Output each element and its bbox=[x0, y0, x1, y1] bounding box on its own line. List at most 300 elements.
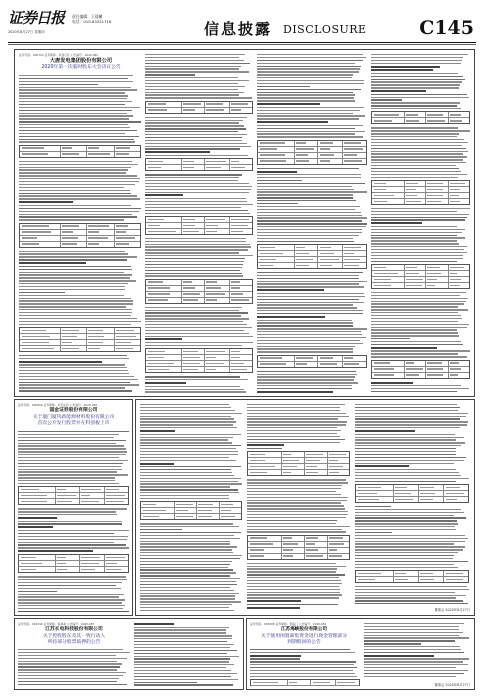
text-line bbox=[257, 343, 363, 344]
text-line bbox=[19, 361, 102, 363]
table-cell bbox=[320, 247, 331, 248]
text-line bbox=[18, 649, 123, 650]
text-line bbox=[18, 431, 129, 432]
text-line bbox=[18, 582, 122, 583]
table-cell bbox=[231, 351, 240, 352]
text-line bbox=[355, 512, 464, 513]
table-divider bbox=[294, 141, 295, 146]
table-cell bbox=[450, 183, 465, 184]
table-divider bbox=[404, 367, 405, 372]
table-cell bbox=[406, 120, 419, 121]
table-divider bbox=[60, 230, 61, 235]
text-line bbox=[134, 650, 237, 651]
text-line bbox=[364, 670, 468, 671]
text-line bbox=[257, 183, 365, 184]
text-line bbox=[371, 127, 458, 128]
table-divider bbox=[181, 367, 182, 372]
table-cell bbox=[306, 460, 320, 461]
text-line bbox=[19, 382, 130, 383]
text-line bbox=[257, 328, 367, 329]
table-cell bbox=[344, 160, 362, 161]
text-line bbox=[355, 448, 456, 449]
table-cell bbox=[231, 287, 240, 288]
text-line bbox=[257, 74, 353, 75]
text-line bbox=[145, 345, 242, 346]
table-divider bbox=[342, 257, 343, 262]
table-divider bbox=[79, 487, 80, 492]
table-cell bbox=[296, 363, 308, 364]
text-line bbox=[134, 629, 226, 630]
text-line bbox=[371, 243, 459, 244]
text-line bbox=[19, 286, 125, 287]
text-line bbox=[19, 175, 137, 176]
text-line bbox=[145, 379, 248, 380]
text-line bbox=[134, 664, 234, 665]
table-cell bbox=[116, 237, 135, 238]
text-line bbox=[19, 84, 98, 85]
notice-codes: 证券代码：603008 证券简称：喜临门 公告编号：2020-052 bbox=[250, 622, 327, 626]
text-line bbox=[140, 437, 233, 438]
text-line bbox=[371, 391, 457, 392]
table-cell bbox=[296, 265, 309, 266]
table-row bbox=[248, 554, 349, 559]
table-divider bbox=[204, 280, 205, 285]
text-line bbox=[18, 448, 126, 449]
text-line bbox=[371, 312, 458, 313]
data-table bbox=[19, 223, 141, 248]
table-cell bbox=[450, 273, 458, 274]
text-line bbox=[355, 589, 469, 590]
table-divider bbox=[425, 118, 426, 123]
table-divider bbox=[181, 286, 182, 291]
table-cell bbox=[329, 543, 344, 544]
table-cell bbox=[395, 493, 411, 494]
text-line bbox=[364, 655, 434, 657]
text-line bbox=[19, 98, 127, 99]
table-divider bbox=[418, 491, 419, 496]
text-line bbox=[145, 270, 240, 271]
text-line bbox=[371, 252, 467, 253]
text-line bbox=[247, 488, 341, 489]
table-cell bbox=[81, 563, 99, 564]
table-divider bbox=[294, 147, 295, 152]
table-cell bbox=[198, 516, 212, 517]
table-divider bbox=[229, 355, 230, 360]
text-line bbox=[257, 296, 365, 297]
text-line bbox=[140, 448, 236, 449]
text-line bbox=[145, 267, 242, 268]
table-divider bbox=[55, 499, 56, 504]
text-line bbox=[257, 313, 363, 314]
table-divider bbox=[393, 571, 394, 576]
table-divider bbox=[86, 152, 87, 157]
text-line bbox=[145, 275, 243, 276]
text-line bbox=[355, 567, 458, 568]
table-cell bbox=[250, 466, 275, 467]
text-line bbox=[257, 77, 352, 78]
text-line bbox=[257, 171, 297, 173]
text-line bbox=[371, 382, 413, 384]
table-cell bbox=[183, 299, 198, 300]
table-cell bbox=[320, 148, 331, 149]
text-line bbox=[247, 436, 340, 437]
table-divider bbox=[404, 283, 405, 288]
text-line bbox=[247, 563, 336, 564]
text-line bbox=[19, 262, 86, 264]
text-line bbox=[19, 283, 128, 284]
text-line bbox=[18, 596, 119, 597]
text-line bbox=[140, 610, 234, 611]
text-line bbox=[247, 430, 341, 431]
table-cell bbox=[183, 231, 199, 232]
notice-subtitle: 首次公开发行股票并在科创板上市 bbox=[37, 421, 110, 426]
table-cell bbox=[344, 265, 358, 266]
table-cell bbox=[183, 363, 200, 364]
text-line bbox=[140, 538, 240, 539]
table-divider bbox=[404, 373, 405, 378]
table-divider bbox=[404, 361, 405, 366]
table-cell bbox=[320, 265, 333, 266]
text-line bbox=[355, 410, 458, 411]
text-line bbox=[371, 136, 457, 137]
table-cell bbox=[283, 543, 298, 544]
table-cell bbox=[206, 167, 221, 168]
text-line bbox=[145, 342, 253, 343]
text-line bbox=[18, 672, 126, 673]
text-line bbox=[371, 73, 458, 74]
table-cell bbox=[344, 154, 356, 155]
text-line bbox=[247, 505, 344, 506]
table-row bbox=[258, 362, 366, 367]
text-line bbox=[257, 121, 328, 123]
table-cell bbox=[427, 362, 442, 363]
table-divider bbox=[55, 555, 56, 560]
text-line bbox=[371, 90, 426, 92]
table-cell bbox=[57, 495, 76, 496]
table-divider bbox=[425, 181, 426, 186]
text-line bbox=[19, 172, 126, 173]
text-line bbox=[371, 327, 467, 328]
notice-company: 江苏长电科技股份有限公司 bbox=[45, 627, 103, 632]
table-divider bbox=[287, 680, 288, 685]
text-line bbox=[355, 481, 456, 482]
text-line bbox=[145, 252, 239, 253]
text-line bbox=[371, 298, 468, 299]
table-cell bbox=[57, 501, 72, 502]
text-line bbox=[364, 667, 456, 668]
data-table bbox=[18, 554, 129, 573]
text-line bbox=[140, 604, 232, 605]
table-divider bbox=[393, 491, 394, 496]
text-line bbox=[145, 80, 249, 81]
text-line bbox=[371, 57, 463, 58]
text-line bbox=[355, 416, 466, 417]
table-cell bbox=[358, 493, 377, 494]
table-divider bbox=[86, 346, 87, 351]
table-cell bbox=[206, 109, 223, 110]
table-cell bbox=[374, 201, 387, 202]
text-line bbox=[140, 410, 235, 411]
table-cell bbox=[283, 555, 292, 556]
text-line bbox=[355, 437, 464, 438]
text-line bbox=[145, 151, 210, 153]
table-divider bbox=[60, 152, 61, 157]
table-divider bbox=[327, 452, 328, 457]
editor-line: 责任编辑：王晨曦 bbox=[72, 14, 103, 19]
text-line bbox=[19, 355, 127, 356]
text-line bbox=[355, 509, 461, 510]
text-line bbox=[247, 526, 350, 527]
text-line bbox=[145, 63, 250, 64]
table-divider bbox=[448, 181, 449, 186]
data-table bbox=[145, 348, 253, 373]
table-divider bbox=[294, 263, 295, 268]
table-divider bbox=[204, 286, 205, 291]
table-divider bbox=[404, 277, 405, 282]
table-cell bbox=[106, 557, 124, 558]
text-line bbox=[371, 94, 467, 95]
text-line bbox=[18, 550, 93, 552]
table-divider bbox=[219, 502, 220, 507]
issue-date: 2020年8月27日 星期四 bbox=[8, 30, 45, 34]
text-line bbox=[257, 209, 355, 210]
table-divider bbox=[174, 514, 175, 519]
text-line bbox=[140, 575, 230, 576]
text-line bbox=[257, 206, 360, 207]
text-line bbox=[140, 561, 232, 562]
text-line bbox=[140, 549, 232, 550]
table-divider bbox=[104, 487, 105, 492]
table-divider bbox=[294, 356, 295, 361]
table-cell bbox=[88, 225, 108, 226]
text-line bbox=[355, 434, 455, 435]
table-cell bbox=[420, 499, 433, 500]
table-cell bbox=[116, 225, 128, 226]
table-row bbox=[372, 373, 469, 378]
text-line bbox=[355, 546, 465, 547]
table-cell bbox=[427, 374, 443, 375]
text-line bbox=[371, 133, 459, 134]
table-cell bbox=[148, 225, 160, 226]
table-divider bbox=[181, 159, 182, 164]
table-cell bbox=[446, 493, 465, 494]
table-cell bbox=[206, 299, 216, 300]
text-line bbox=[19, 208, 141, 209]
text-line bbox=[257, 189, 354, 190]
table-divider bbox=[181, 292, 182, 297]
table-divider bbox=[55, 567, 56, 572]
text-line bbox=[134, 638, 232, 639]
text-line bbox=[371, 139, 464, 140]
table-divider bbox=[281, 458, 282, 463]
table-divider bbox=[425, 112, 426, 117]
table-cell bbox=[21, 489, 39, 490]
text-line bbox=[140, 523, 233, 524]
text-line bbox=[371, 306, 458, 307]
data-table bbox=[257, 140, 367, 165]
data-table bbox=[145, 158, 253, 171]
text-line bbox=[145, 97, 252, 98]
table-divider bbox=[425, 361, 426, 366]
table-cell bbox=[206, 363, 223, 364]
table-cell bbox=[148, 281, 163, 282]
text-line bbox=[18, 576, 126, 577]
table-cell bbox=[296, 148, 314, 149]
text-line bbox=[140, 466, 241, 467]
text-line bbox=[140, 495, 229, 496]
text-line bbox=[250, 667, 357, 668]
table-cell bbox=[57, 557, 66, 558]
table-row bbox=[258, 263, 366, 268]
notice-company: 大唐发电集团股份有限公司 bbox=[49, 58, 113, 64]
page-number: C145 bbox=[419, 17, 474, 39]
notice-body-left bbox=[18, 649, 130, 686]
table-cell bbox=[116, 336, 136, 337]
table-cell bbox=[22, 342, 49, 343]
text-line bbox=[145, 249, 248, 250]
table-divider bbox=[294, 245, 295, 250]
text-line bbox=[145, 318, 249, 319]
table-cell bbox=[450, 189, 461, 190]
table-divider bbox=[393, 485, 394, 490]
table-cell bbox=[231, 219, 249, 220]
text-line bbox=[371, 246, 467, 247]
data-table bbox=[247, 451, 350, 476]
text-line bbox=[140, 532, 241, 533]
text-line bbox=[19, 113, 127, 114]
text-line bbox=[257, 374, 357, 375]
text-line bbox=[247, 511, 348, 512]
table-divider bbox=[86, 146, 87, 151]
text-line bbox=[19, 318, 137, 319]
text-line bbox=[250, 652, 355, 653]
notice-top bbox=[14, 49, 475, 397]
notice-subtitle: 所持部分股票质押的公告 bbox=[47, 640, 101, 645]
text-line bbox=[371, 232, 462, 233]
text-line bbox=[145, 148, 240, 149]
text-line bbox=[257, 92, 353, 93]
notice-title: 2020年第一次临时股东大会决议公告 bbox=[41, 64, 121, 70]
text-line bbox=[247, 485, 342, 486]
table-cell bbox=[374, 195, 394, 196]
table-divider bbox=[327, 458, 328, 463]
table-row bbox=[146, 298, 252, 303]
table-cell bbox=[116, 342, 131, 343]
table-cell bbox=[148, 369, 169, 370]
table-cell bbox=[296, 247, 305, 248]
table-cell bbox=[148, 357, 164, 358]
text-line bbox=[371, 295, 460, 296]
text-line bbox=[19, 251, 125, 252]
table-cell bbox=[406, 267, 417, 268]
text-line bbox=[371, 174, 467, 175]
table-cell bbox=[231, 299, 249, 300]
text-line bbox=[364, 643, 421, 644]
table-cell bbox=[320, 253, 334, 254]
table-divider bbox=[86, 230, 87, 235]
notice-body-right bbox=[364, 623, 470, 679]
notice-bottom-left bbox=[14, 618, 244, 690]
text-line bbox=[19, 81, 133, 82]
text-line bbox=[140, 424, 233, 425]
text-line bbox=[145, 389, 244, 390]
table-divider bbox=[229, 108, 230, 113]
text-line bbox=[145, 201, 247, 202]
text-line bbox=[18, 663, 122, 664]
notice-headline bbox=[17, 408, 130, 428]
text-line bbox=[18, 445, 124, 446]
table-row bbox=[19, 499, 128, 504]
table-divider bbox=[304, 542, 305, 547]
text-line bbox=[371, 69, 433, 71]
table-divider bbox=[304, 464, 305, 469]
data-table bbox=[19, 145, 141, 158]
text-line bbox=[355, 465, 409, 467]
text-line bbox=[140, 543, 230, 544]
section-title-cn: 信息披露 bbox=[204, 20, 273, 38]
text-line bbox=[371, 151, 468, 152]
text-line bbox=[19, 277, 130, 278]
text-line bbox=[145, 336, 253, 337]
table-divider bbox=[86, 224, 87, 229]
text-line bbox=[140, 483, 242, 484]
text-line bbox=[19, 370, 128, 371]
text-line bbox=[18, 514, 117, 515]
table-divider bbox=[181, 108, 182, 113]
table-cell bbox=[183, 219, 194, 220]
table-row bbox=[20, 346, 140, 351]
text-line bbox=[140, 498, 229, 499]
table-cell bbox=[221, 504, 233, 505]
text-line bbox=[145, 210, 248, 211]
table-cell bbox=[231, 281, 240, 282]
notice-column-4 bbox=[371, 54, 470, 393]
text-line bbox=[140, 407, 231, 408]
table-cell bbox=[446, 573, 464, 574]
table-cell bbox=[250, 543, 273, 544]
text-line bbox=[19, 184, 135, 185]
notice-column-3 bbox=[355, 404, 469, 604]
table-divider bbox=[114, 236, 115, 241]
table-cell bbox=[374, 368, 394, 369]
table-cell bbox=[260, 160, 286, 161]
table-divider bbox=[60, 236, 61, 241]
table-divider bbox=[448, 361, 449, 366]
table-cell bbox=[283, 460, 298, 461]
masthead-rule bbox=[8, 42, 476, 43]
table-divider bbox=[204, 298, 205, 303]
table-cell bbox=[306, 454, 323, 455]
table-cell bbox=[148, 287, 170, 288]
text-line bbox=[140, 475, 234, 476]
text-line bbox=[145, 155, 248, 156]
text-line bbox=[371, 130, 470, 131]
text-line bbox=[257, 371, 356, 372]
text-line bbox=[18, 451, 127, 452]
text-line bbox=[355, 439, 456, 440]
table-cell bbox=[88, 231, 98, 232]
table-cell bbox=[406, 285, 422, 286]
text-line bbox=[140, 564, 230, 565]
text-line bbox=[257, 194, 353, 195]
text-line bbox=[19, 139, 134, 140]
text-line bbox=[355, 421, 468, 422]
text-line bbox=[145, 71, 249, 72]
table-cell bbox=[427, 267, 440, 268]
text-line bbox=[19, 110, 132, 111]
notice-body-left bbox=[250, 649, 360, 686]
table-divider bbox=[181, 349, 182, 354]
